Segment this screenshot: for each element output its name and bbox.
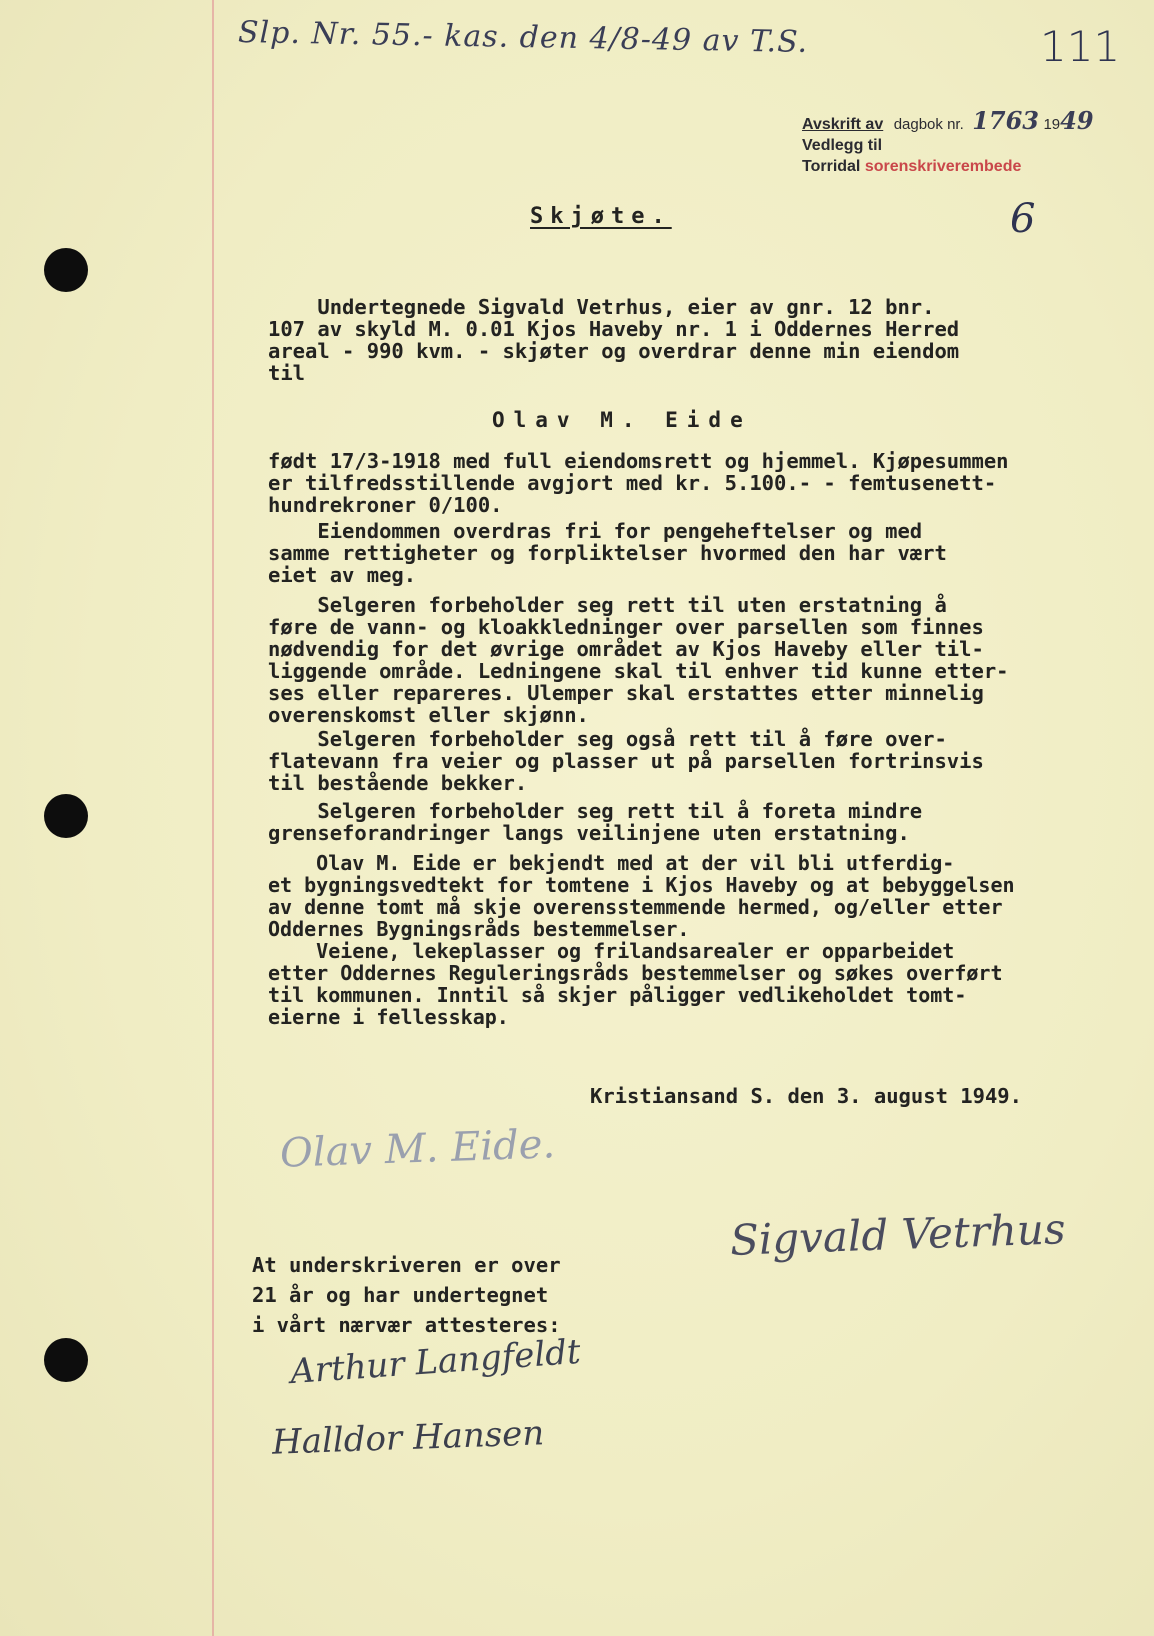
witness-signature: Halldor Hansen (271, 1413, 545, 1463)
stamp-avskrift: Avskrift av (802, 116, 884, 133)
seller-signature: Sigvald Vetrhus (729, 1204, 1067, 1265)
text-line: Selgeren forbeholder seg også rett til å føre over- (268, 727, 947, 751)
margin-handwritten-mark: 6 (1010, 196, 1036, 242)
stamp-dagbok-number: 1763 (972, 106, 1039, 135)
text-line: flatevann fra veier og plasser ut på parsellen fortrinsvis (268, 749, 984, 773)
text-line: liggende område. Ledningene skal til enhver tid kunne etter- (268, 659, 1009, 683)
stamp-year: 49 (1060, 106, 1094, 135)
page-number: 111 (1040, 22, 1121, 71)
text-line: Selgeren forbeholder seg rett til uten erstatning å (268, 593, 947, 617)
text-line: født 17/3-1918 med full eiendomsrett og hjemmel. Kjøpesummen (268, 449, 1009, 473)
text-line: eierne i fellesskap. (268, 1005, 509, 1029)
text-line: Oddernes Bygningsråds bestemmelser. (268, 917, 690, 941)
stamp-dagbok-label: dagbok nr. (893, 116, 964, 133)
header-handwritten-note: Slp. Nr. 55.- kas. den 4/8-49 av T.S. (237, 15, 809, 60)
buyer-name: Olav M. Eide (492, 408, 752, 432)
stamp-year-prefix: 19 (1043, 116, 1061, 133)
text-line: grenseforandringer langs veilinjene uten erstatning. (268, 821, 910, 845)
paragraph-8 (268, 940, 1003, 1028)
text-line: areal - 990 kvm. - skjøter og overdrar denne min eiendom (268, 339, 960, 363)
paragraph-2 (268, 450, 1009, 516)
witness-signature: Arthur Langfeldt (288, 1331, 582, 1393)
text-line: etter Oddernes Reguleringsråds bestemmelser og søkes overført (268, 961, 1003, 985)
text-line: nødvendig for det øvrige området av Kjos Haveby eller til- (268, 637, 984, 661)
text-line: overenskomst eller skjønn. (268, 703, 589, 727)
punch-hole (44, 794, 88, 838)
text-line: til (268, 361, 306, 385)
text-line: samme rettigheter og forpliktelser hvormed den har vært (268, 541, 947, 565)
text-line: Olav M. Eide er bekjendt med at der vil bli utferdig- (268, 851, 955, 875)
text-line: av denne tomt må skje overensstemmende hermed, og/eller etter (268, 895, 1003, 919)
text-line: Eiendommen overdras fri for pengeheftelser og med (268, 519, 923, 543)
registry-stamp (802, 106, 1094, 177)
text-line: er tilfredsstillende avgjort med kr. 5.100.- - femtusenett- (268, 471, 997, 495)
text-line: Selgeren forbeholder seg rett til å foreta mindre (268, 799, 923, 823)
document-title: Skjøte. (530, 204, 672, 229)
text-line: hundrekroner 0/100. (268, 493, 503, 517)
punch-hole (44, 248, 88, 292)
text-line: føre de vann- og kloakkledninger over parsellen som finnes (268, 615, 984, 639)
text-line: til kommunen. Inntil så skjer påligger vedlikeholdet tomt- (268, 983, 967, 1007)
attestation-text (252, 1250, 561, 1340)
paragraph-6 (268, 800, 922, 844)
stamp-vedlegg: Vedlegg til (802, 137, 883, 154)
paragraph-4 (268, 594, 1009, 726)
text-line: til bestående bekker. (268, 771, 528, 795)
text-line: eiet av meg. (268, 563, 417, 587)
paragraph-3 (268, 520, 947, 586)
text-line: i vårt nærvær attesteres: (252, 1313, 561, 1337)
text-line: 107 av skyld M. 0.01 Kjos Haveby nr. 1 i Oddernes Herred (268, 317, 960, 341)
text-line: Veiene, lekeplasser og frilandsarealer er opparbeidet (268, 939, 955, 963)
buyer-signature: Olav M. Eide. (279, 1121, 556, 1177)
paragraph-7 (268, 852, 1015, 940)
stamp-sorenskriver: sorenskriverembede (864, 158, 1022, 175)
place-and-date: Kristiansand S. den 3. august 1949. (590, 1084, 1022, 1108)
stamp-torridal: Torridal (802, 158, 861, 175)
paragraph-5 (268, 728, 984, 794)
paragraph-1 (268, 296, 959, 384)
text-line: ses eller repareres. Ulemper skal erstattes etter minnelig (268, 681, 984, 705)
margin-rule (212, 0, 214, 1636)
text-line: 21 år og har undertegnet (252, 1283, 549, 1307)
text-line: Undertegnede Sigvald Vetrhus, eier av gnr. 12 bnr. (268, 295, 935, 319)
text-line: et bygningsvedtekt for tomtene i Kjos Haveby og at bebyggelsen (268, 873, 1015, 897)
punch-hole (44, 1338, 88, 1382)
text-line: At underskriveren er over (252, 1253, 561, 1277)
